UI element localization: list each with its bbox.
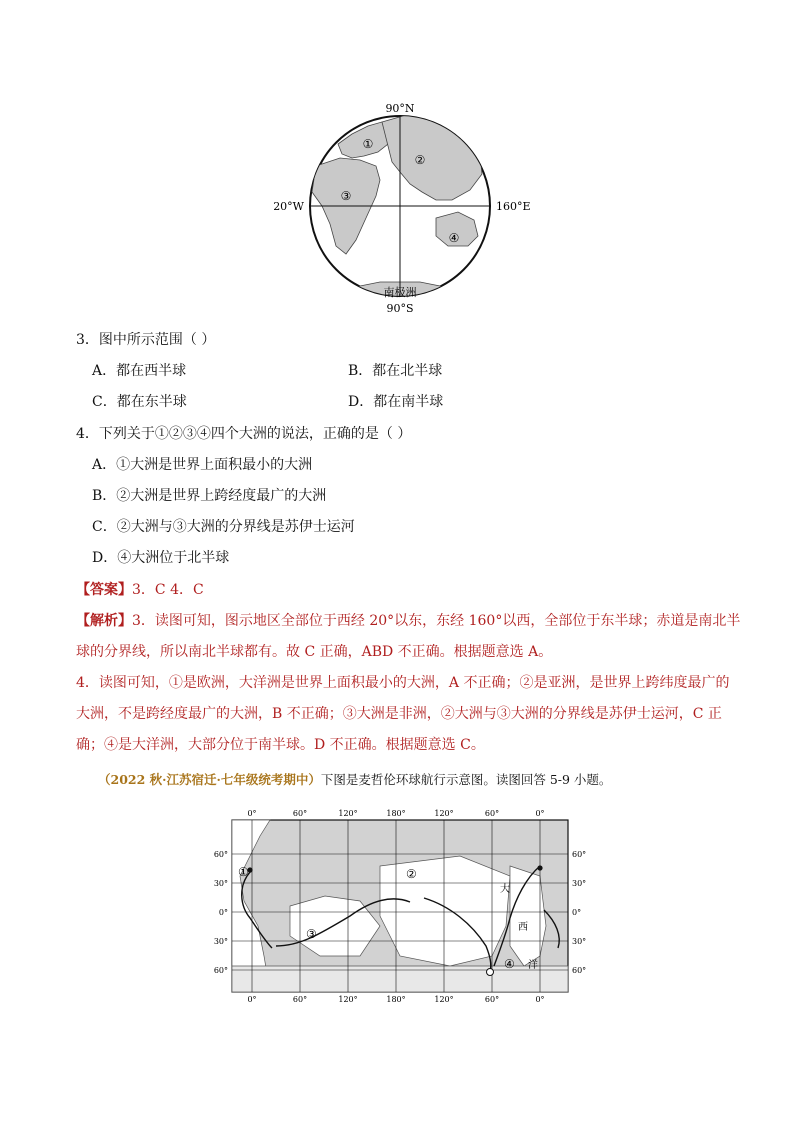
answer-tag: 【答案】: [76, 582, 132, 598]
bottom-lon-3: 180°: [386, 995, 406, 1004]
explanation-line-4: 大洲，不是跨经度最广的大洲，B 不正确；③大洲是非洲，②大洲与③大洲的分界线是苏伊士运河，C 正: [76, 706, 722, 722]
q3-option-b: B．都在北半球: [348, 363, 443, 379]
left-lat-4: 60°: [213, 966, 228, 975]
q3-option-a: A．都在西半球: [92, 363, 187, 379]
question-4-stem: 4．下列关于①②③④四个大洲的说法，正确的是（ ）: [76, 426, 412, 442]
bottom-lon-2: 120°: [338, 995, 358, 1004]
globe-left-label: 20°W: [273, 200, 304, 213]
ocean-label-1: 大: [500, 884, 510, 895]
route-marker-4: ④: [504, 957, 515, 971]
top-lon-6: 0°: [535, 809, 545, 818]
q4-option-c: C．②大洲与③大洲的分界线是苏伊士运河: [92, 519, 355, 535]
bottom-lon-4: 120°: [434, 995, 454, 1004]
antarctica-label: 南极洲: [383, 286, 417, 299]
right-lat-2: 0°: [572, 908, 582, 917]
right-lat-0: 60°: [572, 850, 587, 859]
bottom-lon-6: 0°: [535, 995, 545, 1004]
world-route-map: [210, 806, 590, 1006]
ocean-label-2: 西: [518, 922, 528, 933]
question-3-stem: 3．图中所示范围（ ）: [76, 332, 216, 348]
globe-bottom-label: 90°S: [386, 302, 414, 315]
marker-4: ④: [448, 231, 460, 245]
explanation-block: [76, 606, 741, 761]
bottom-lon-0: 0°: [247, 995, 257, 1004]
hemisphere-map: [260, 96, 540, 318]
source-tag: （2022 秋·江苏宿迁·七年级统考期中）: [98, 772, 321, 787]
intro-text: 下图是麦哲伦环球航行示意图。读图回答 5-9 小题。: [320, 772, 612, 787]
q3-option-d: D．都在南半球: [348, 394, 444, 410]
marker-2: ②: [414, 153, 426, 167]
bottom-lon-1: 60°: [292, 995, 308, 1004]
top-lon-3: 180°: [386, 809, 406, 818]
route-marker-2: ②: [406, 867, 417, 881]
left-lat-0: 60°: [213, 850, 228, 859]
globe-right-label: 160°E: [496, 200, 531, 213]
q4-option-a: A．①大洲是世界上面积最小的大洲: [92, 457, 313, 473]
globe-top-label: 90°N: [385, 102, 415, 115]
top-lon-4: 120°: [434, 809, 454, 818]
route-marker-1: ①: [238, 865, 249, 879]
explanation-line-2: 球的分界线，所以南北半球都有。故 C 正确，ABD 不正确。根据题意选 A。: [76, 644, 553, 660]
right-lat-4: 60°: [572, 966, 587, 975]
explanation-line-1: 3．读图可知，图示地区全部位于西经 20°以东，东经 160°以西，全部位于东半球；赤道是南北半: [132, 613, 741, 629]
q4-option-b: B．②大洲是世界上跨经度最广的大洲: [92, 488, 327, 504]
right-lat-3: 30°: [572, 937, 587, 946]
route-marker-3: ③: [306, 927, 317, 941]
left-lat-1: 30°: [213, 879, 228, 888]
q3-option-c: C．都在东半球: [92, 394, 187, 410]
marker-3: ③: [340, 189, 352, 203]
answer-line: [76, 580, 204, 600]
ocean-label-3: 洋: [528, 960, 538, 971]
left-lat-3: 30°: [213, 937, 228, 946]
bottom-lon-5: 60°: [484, 995, 500, 1004]
answer-text: 3．C 4．C: [132, 582, 204, 598]
top-lon-1: 60°: [292, 809, 308, 818]
marker-1: ①: [362, 137, 374, 151]
section-intro: [98, 770, 611, 788]
right-lat-1: 30°: [572, 879, 587, 888]
q4-option-d: D．④大洲位于北半球: [92, 550, 230, 566]
explanation-line-5: 确；④是大洋洲，大部分位于南半球。D 不正确。根据题意选 C。: [76, 737, 485, 753]
top-lon-2: 120°: [338, 809, 358, 818]
top-lon-5: 60°: [484, 809, 500, 818]
top-lon-0: 0°: [247, 809, 257, 818]
left-lat-2: 0°: [218, 908, 228, 917]
explanation-line-3: 4．读图可知，①是欧洲，大洋洲是世界上面积最小的大洲，A 不正确；②是亚洲，是世界上跨纬度最广的: [76, 675, 730, 691]
explanation-tag: 【解析】: [76, 613, 132, 629]
